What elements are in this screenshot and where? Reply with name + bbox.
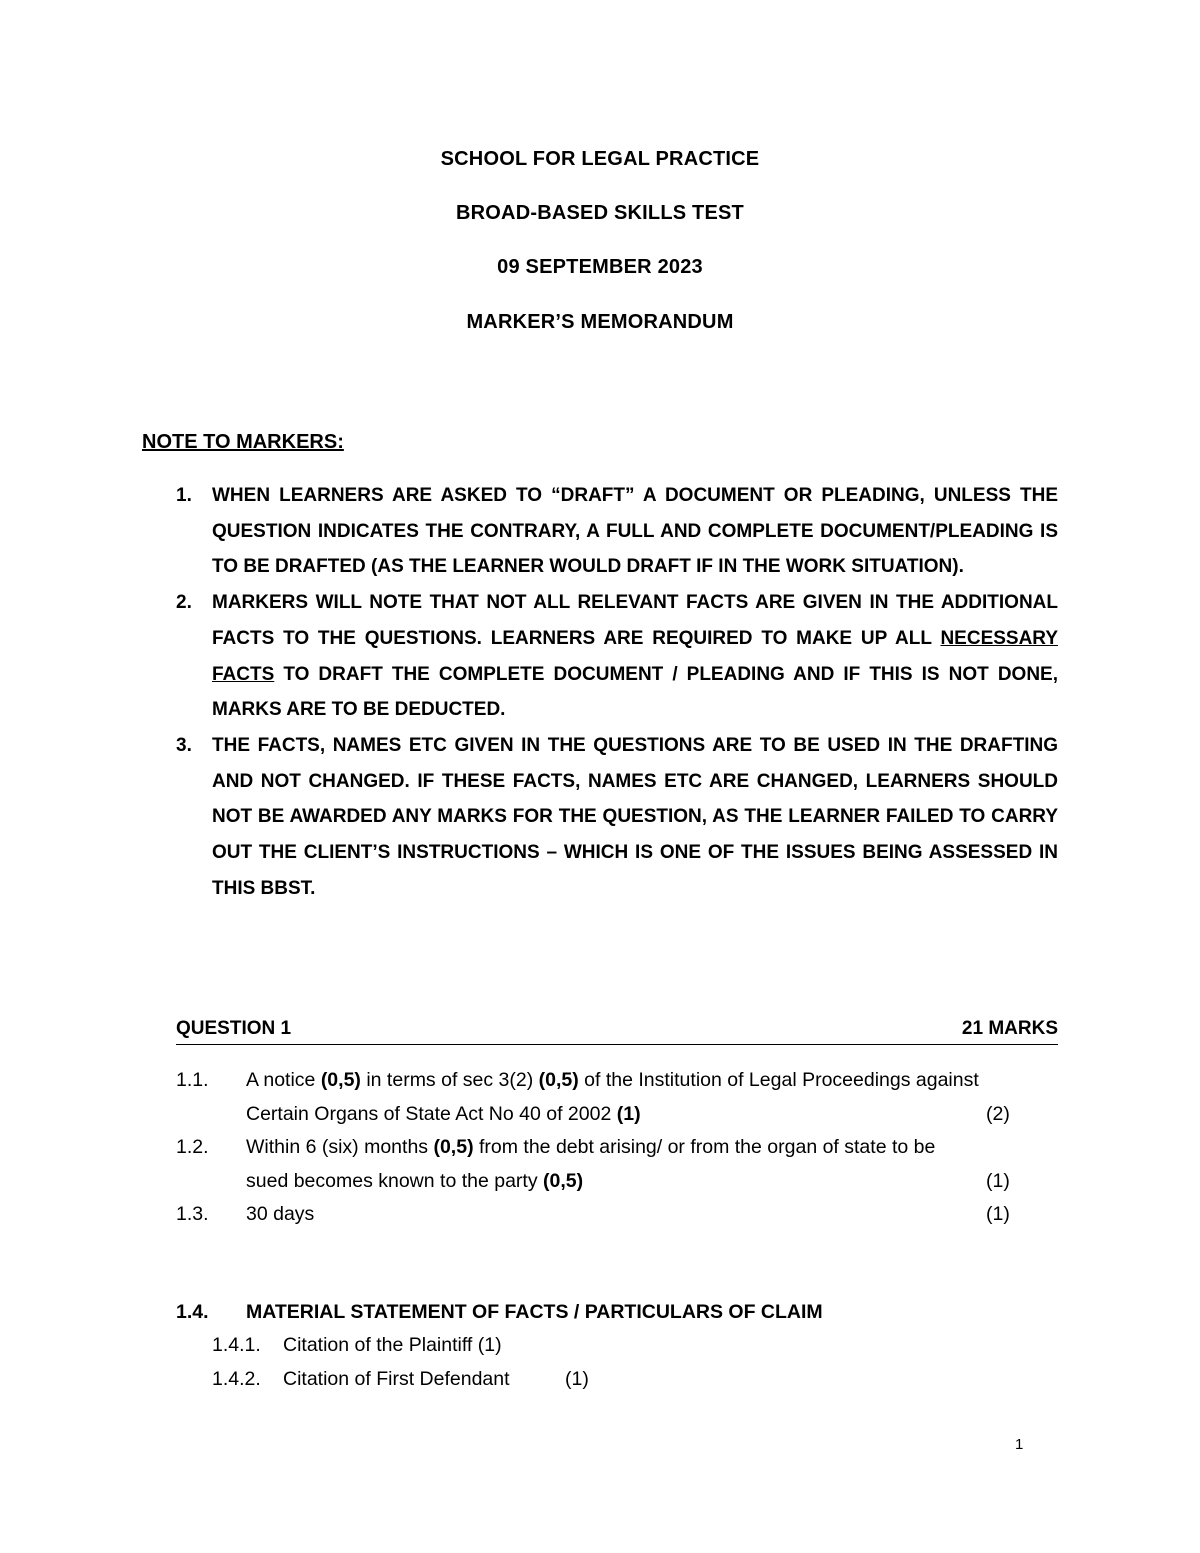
sub-item-1-4-2-mark: (1) [565, 1368, 589, 1390]
note-number: 2. [176, 592, 192, 614]
sub-item-1-4-2-text: Citation of First Defendant [283, 1368, 510, 1390]
note-text: THE FACTS, NAMES ETC GIVEN IN THE QUESTIONS ARE TO BE USED IN THE DRAFTING AND NOT CHANGED. IF THESE FACTS, NAMES ETC ARE CHANGED, LEARNERS SHOULD NOT BE AWARDED ANY MARKS FOR THE QUESTION, AS THE LEARNER FAILED TO CARRY OUT THE CLIENT’S INSTRUCTIONS – WHICH IS ONE OF THE ISSUES BEING ASSESSED IN THIS BBST. [212, 734, 1058, 899]
answer-number: 1.3. [176, 1203, 209, 1225]
note-item-3 [176, 728, 1058, 907]
note-text-part: MARKERS WILL NOTE THAT NOT ALL RELEVANT FACTS ARE GIVEN IN THE ADDITIONAL FACTS TO THE QUESTIONS. LEARNERS ARE REQUIRED TO MAKE UP ALL [212, 592, 1058, 649]
note-text-part: TO DRAFT THE COMPLETE DOCUMENT / PLEADING AND IF THIS IS NOT DONE, MARKS ARE TO BE DEDUCTED. [212, 663, 1058, 721]
answer-line-1: Within 6 (six) months (0,5) from the debt arising/ or from the organ of state to be [246, 1136, 936, 1158]
answer-number: 1.4. [176, 1301, 209, 1323]
answer-mark: (1) [986, 1203, 1010, 1225]
note-text: WHEN LEARNERS ARE ASKED TO “DRAFT” A DOCUMENT OR PLEADING, UNLESS THE QUESTION INDICATES THE CONTRARY, A FULL AND COMPLETE DOCUMENT/PLEADING IS TO BE DRAFTED (AS THE LEARNER WOULD DRAFT IF IN THE WORK SITUATION). [212, 485, 1058, 578]
question-marks: 21 MARKS [961, 1018, 1058, 1039]
answer-mark: (1) [986, 1170, 1010, 1192]
sub-item-number: 1.4.2. [212, 1368, 261, 1390]
school-title: SCHOOL FOR LEGAL PRACTICE [440, 148, 760, 170]
sub-item-1-4-1 [212, 1328, 261, 1362]
answer-number: 1.1. [176, 1069, 209, 1091]
answer-number: 1.2. [176, 1136, 209, 1158]
question-1-header [176, 1018, 1058, 1045]
page-number: 1 [1015, 1436, 1024, 1453]
answer-line-2: Certain Organs of State Act No 40 of 2002 (1) [246, 1103, 641, 1125]
answer-text: 30 days [246, 1203, 315, 1225]
note-item-1 [176, 478, 1058, 585]
test-title: BROAD-BASED SKILLS TEST [456, 202, 744, 224]
answer-line-2: sued becomes known to the party (0,5) [246, 1170, 584, 1192]
section-heading: MATERIAL STATEMENT OF FACTS / PARTICULARS OF CLAIM [246, 1301, 823, 1323]
note-underlined-text: NECESSARY FACTS [212, 627, 1058, 685]
sub-item-1-4-2 [212, 1362, 261, 1396]
note-number: 1. [176, 485, 192, 506]
sub-item-number: 1.4.1. [212, 1334, 261, 1356]
question-label: QUESTION 1 [176, 1018, 292, 1039]
note-item-2 [176, 585, 1058, 728]
note-number: 3. [176, 734, 192, 756]
answer-mark: (2) [986, 1103, 1010, 1125]
test-date: 09 SEPTEMBER 2023 [497, 256, 703, 278]
notes-list [176, 478, 1058, 906]
answer-line-1: A notice (0,5) in terms of sec 3(2) (0,5) of the Institution of Legal Proceedings against [246, 1069, 979, 1091]
memo-title: MARKER’S MEMORANDUM [466, 311, 734, 333]
sub-item-1-4-1-text: Citation of the Plaintiff (1) [283, 1334, 502, 1356]
notes-heading: NOTE TO MARKERS: [142, 431, 344, 453]
